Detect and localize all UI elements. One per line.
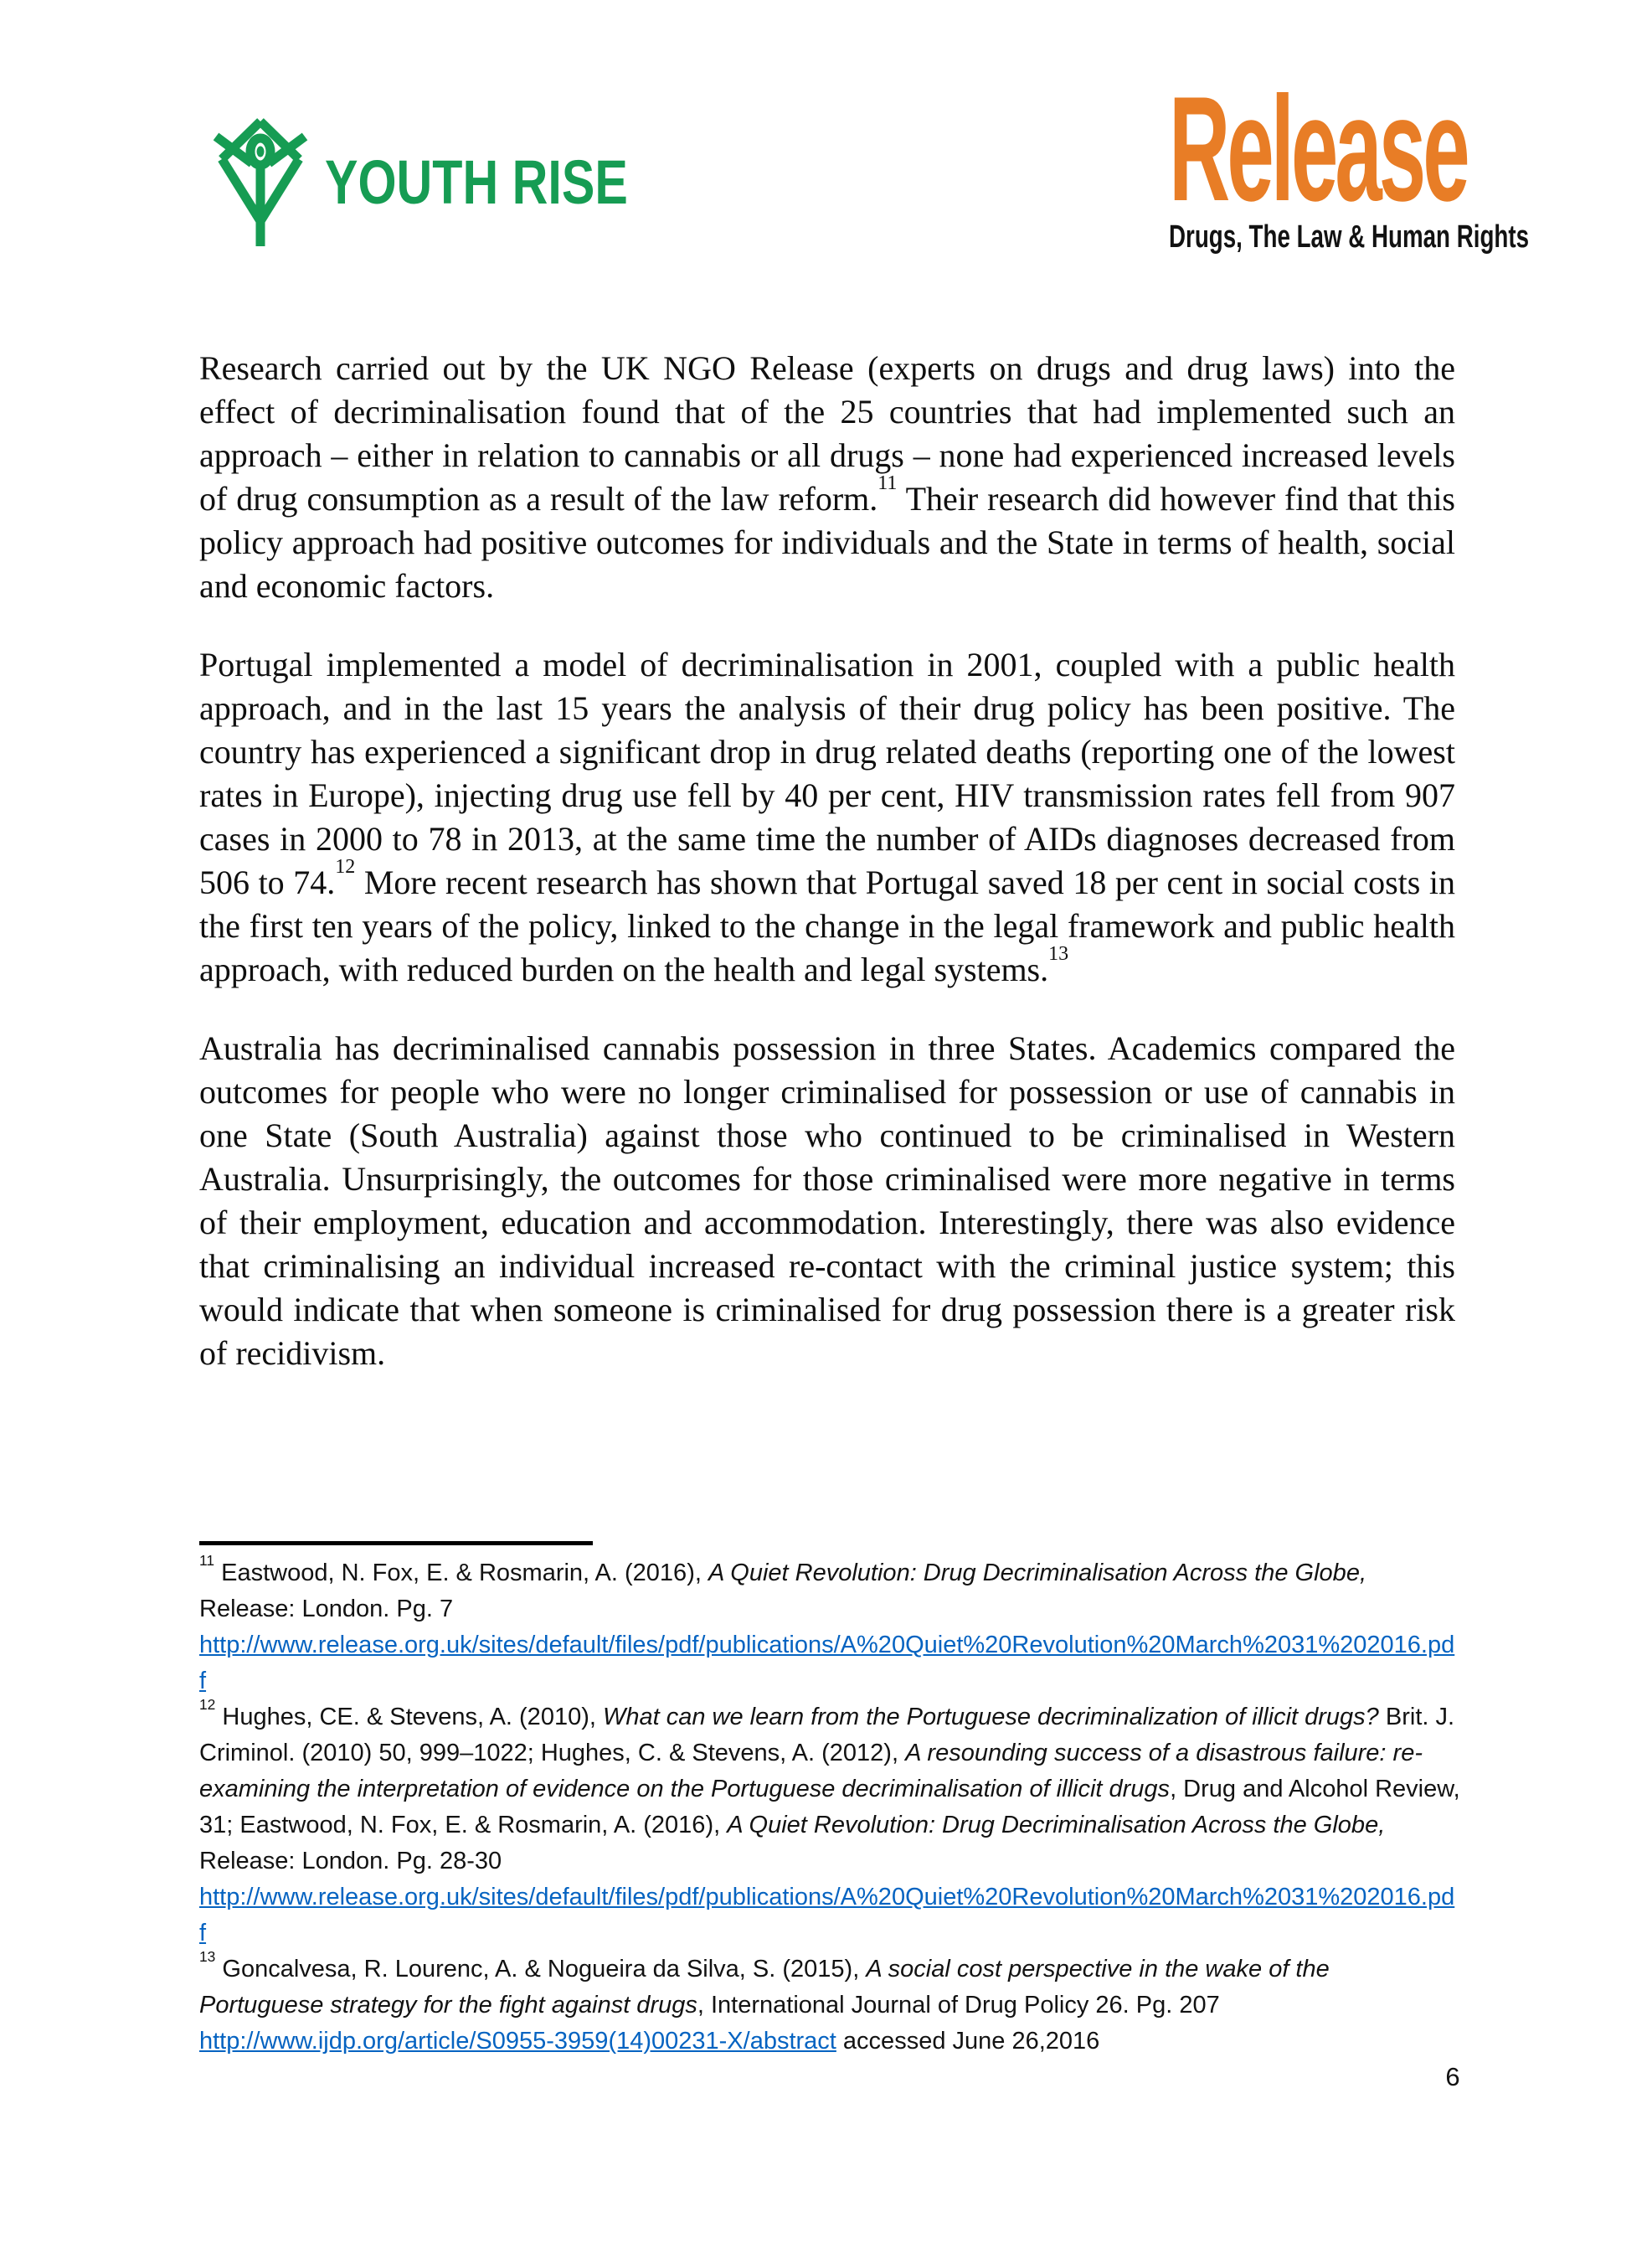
page-number: 6 <box>1445 2062 1460 2091</box>
text-segment: Goncalvesa, R. Lourenc, A. & Nogueira da Silva, S. (2015), <box>215 1956 867 1982</box>
text-segment: Research carried out by the UK NGO Release (experts on drugs and drug laws) into the effect of decriminalisation found that of the 25 countries that had implemented such an approach – either in relation to cannabis or all drugs – none had experienced increased levels of drug consumption as a result of the law reform. <box>199 349 1455 518</box>
text-segment: Release: London. Pg. 7 <box>199 1596 454 1622</box>
footnote-line <box>199 1879 1460 1952</box>
footnote-line <box>199 1695 1460 1879</box>
text-segment: More recent research has shown that Portugal saved 18 per cent in social costs in the first ten years of the policy, linked to the change in the legal framework and public health approach, with reduced burden on the health and legal systems. <box>199 864 1455 988</box>
italic-text: A resounding success of a disastrous failure: re-examining the interpretation of evidence on the Portuguese decriminalisation of illicit drugs <box>199 1740 1423 1802</box>
body-paragraph <box>199 347 1455 608</box>
release-logo-tagline: Drugs, The Law & Human Rights <box>1169 219 1530 255</box>
footnote-reference: 12 <box>335 855 356 878</box>
text-segment: Their research did however find that this policy approach had positive outcomes for individuals and the State in terms of health, social and economic factors. <box>199 480 1456 605</box>
body-paragraph <box>199 643 1455 992</box>
youth-rise-logo-text: YOUTH RISE <box>325 147 628 217</box>
footnote-reference: 11 <box>877 472 898 494</box>
text-segment: Portugal implemented a model of decriminalisation in 2001, coupled with a public health approach, and in the last 15 years the analysis of their drug policy has been positive. The country has experienced a significant drop in drug related deaths (reporting one of the lowest rates in Europe), injecting drug use fell by 40 per cent, HIV transmission rates fell from 907 cases in 2000 to 78 in 2013, at the same time the number of AIDs diagnoses decreased from 506 to 74. <box>199 646 1455 901</box>
italic-text: A Quiet Revolution: Drug Decriminalisation Across the Globe, <box>708 1560 1366 1586</box>
footnote-link[interactable]: http://www.ijdp.org/article/S0955-3959(14)00231-X/abstract <box>199 2028 836 2055</box>
footnote-line <box>199 1627 1460 1699</box>
text-segment: Eastwood, N. Fox, E. & Rosmarin, A. (2016), <box>214 1560 708 1586</box>
footnote-line <box>199 1551 1460 1627</box>
footnote-separator-rule <box>199 1541 593 1545</box>
footnote <box>199 1947 1460 2060</box>
release-logo <box>1169 65 1530 255</box>
release-logo-wordmark: Release <box>1169 65 1467 232</box>
body-paragraph <box>199 1027 1455 1375</box>
footnote-link[interactable]: http://www.release.org.uk/sites/default/files/pdf/publications/A%20Quiet%20Revolution%20March%2031%202016.pdf <box>199 1884 1455 1946</box>
footnote-line <box>199 2024 1460 2060</box>
footnote-marker: 12 <box>199 1695 216 1713</box>
text-segment: Hughes, CE. & Stevens, A. (2010), <box>215 1704 603 1730</box>
footnote <box>199 1695 1460 1952</box>
italic-text: What can we learn from the Portuguese decriminalization of illicit drugs? <box>602 1704 1379 1730</box>
text-segment: , International Journal of Drug Policy 26. Pg. 207 <box>697 1992 1220 2019</box>
text-segment: Brit. J. Criminol. (2010) 50, 999–1022; Hughes, C. & Stevens, A. (2012), <box>199 1704 1455 1766</box>
footnote-link[interactable]: http://www.release.org.uk/sites/default/files/pdf/publications/A%20Quiet%20Revolution%20March%2031%202016.pdf <box>199 1632 1455 1694</box>
youth-rise-logo <box>209 114 703 250</box>
italic-text: A social cost perspective in the wake of the Portuguese strategy for the fight against drugs <box>199 1956 1330 2019</box>
footnote-marker: 13 <box>199 1947 216 1965</box>
youth-rise-person-in-cube-icon <box>209 114 311 250</box>
text-segment: Australia has decriminalised cannabis possession in three States. Academics compared the outcomes for people who were no longer criminalised for possession or use of cannabis in one State (South Australia) against those who continued to be criminalised in Western Australia. Unsurprisingly, the outcomes for those criminalised were more negative in terms of their employment, education and accommodation. Interestingly, there was also evidence that criminalising an individual increased re-contact with the criminal justice system; this would indicate that when someone is criminalised for drug possession there is a greater risk of recidivism. <box>199 1029 1455 1372</box>
footnote-line <box>199 1947 1460 2024</box>
footnote-marker: 11 <box>199 1551 215 1569</box>
footnote-reference: 13 <box>1048 942 1069 965</box>
body-text <box>199 347 1455 1375</box>
footnotes-section <box>199 1551 1460 2060</box>
footnote <box>199 1551 1460 1699</box>
text-segment: Release: London. Pg. 28-30 <box>199 1848 502 1874</box>
text-segment: accessed June 26,2016 <box>836 2028 1100 2055</box>
italic-text: A Quiet Revolution: Drug Decriminalisation Across the Globe, <box>727 1812 1386 1838</box>
text-segment: , Drug and Alcohol Review, 31; Eastwood, N. Fox, E. & Rosmarin, A. (2016), <box>199 1776 1460 1838</box>
